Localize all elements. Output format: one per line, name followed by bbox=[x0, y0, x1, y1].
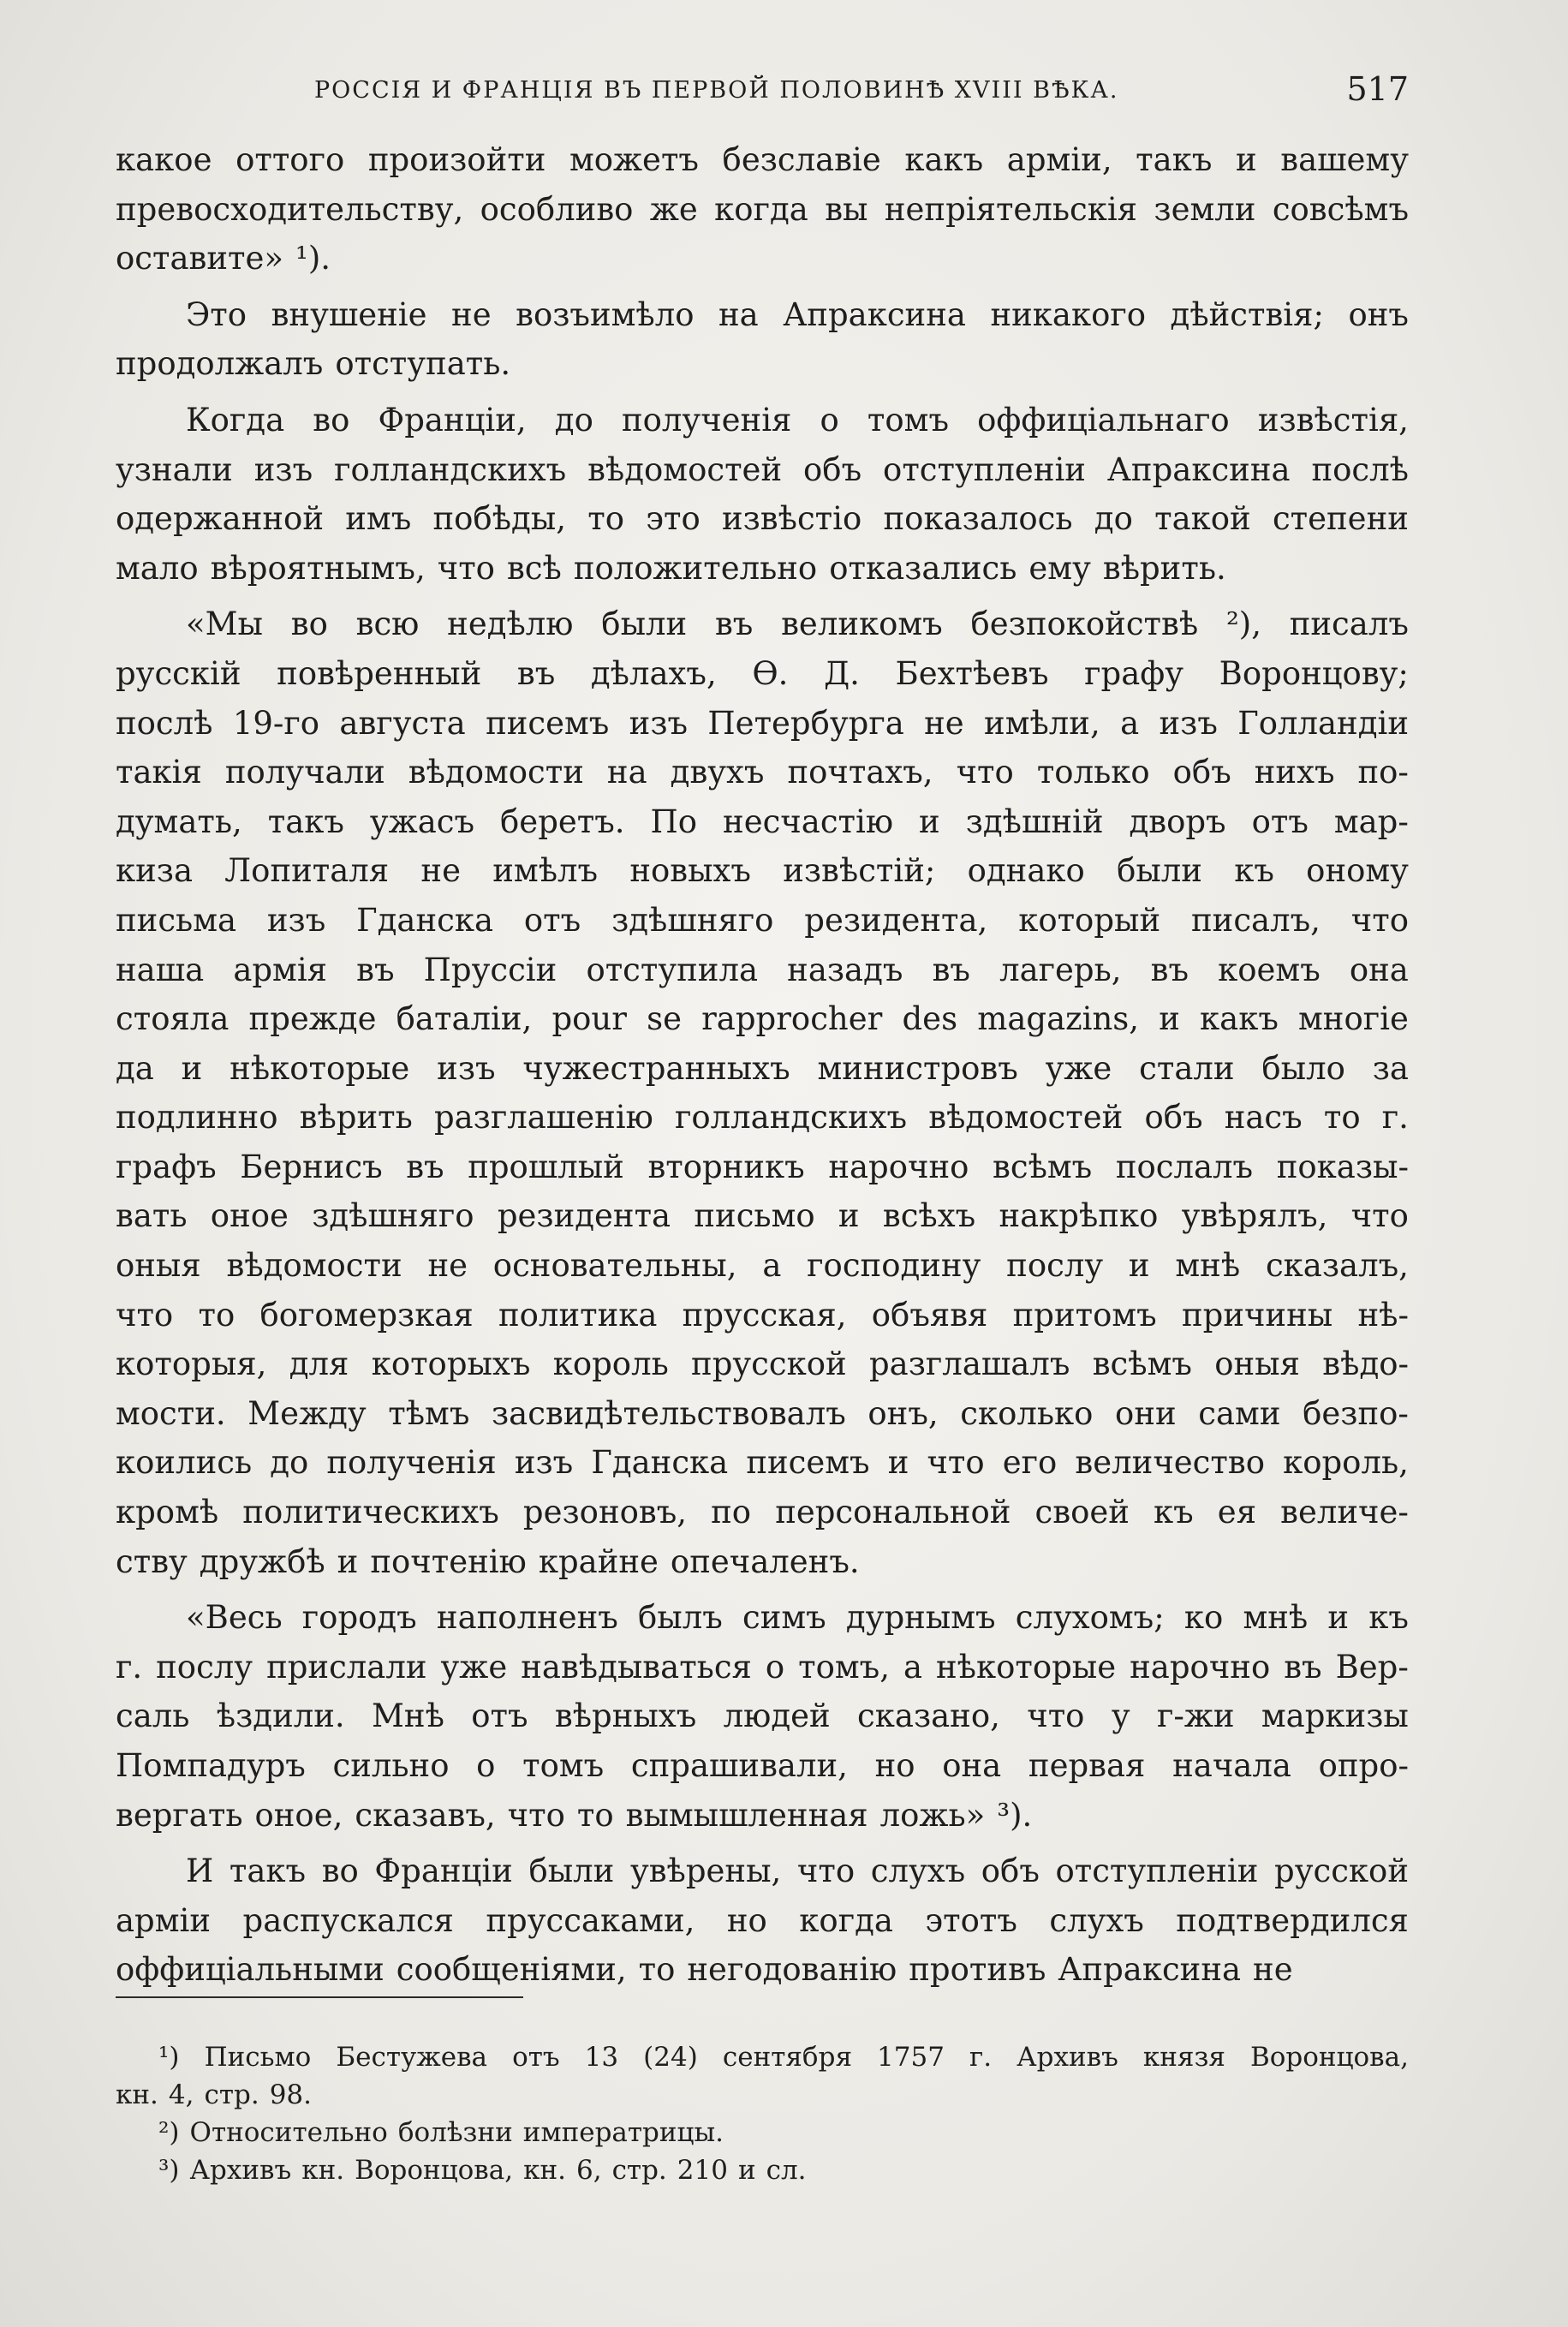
text-line: послѣ 19-го августа писемъ изъ Петербурга не имѣли, а изъ Голландіи bbox=[116, 704, 1409, 742]
footnote-line: ³) Архивъ кн. Воронцова, кн. 6, стр. 210 и сл. bbox=[158, 2155, 807, 2186]
footnote bbox=[116, 2114, 1409, 2151]
text-line: подлинно вѣрить разглашенію голландскихъ вѣдомостей объ насъ то г. bbox=[116, 1099, 1409, 1137]
text-line: вергать оное, сказавъ, что то вымышленная ложь» ³). bbox=[116, 1796, 1033, 1834]
text-line: арміи распускался пруссаками, но когда этотъ слухъ подтвердился bbox=[116, 1901, 1409, 1939]
text-line: вать оное здѣшняго резидента письмо и всѣхъ накрѣпко увѣрялъ, что bbox=[116, 1197, 1409, 1235]
text-line: г. послу прислали уже навѣдываться о томъ, а нѣкоторые нарочно въ Вер- bbox=[116, 1648, 1409, 1686]
text-line: продолжалъ отступать. bbox=[116, 345, 511, 383]
paragraph bbox=[116, 135, 1409, 283]
text-line: одержанной имъ побѣды, то это извѣстіо показалось до такой степени bbox=[116, 500, 1409, 538]
text-line: ству дружбѣ и почтенію крайне опечаленъ. bbox=[116, 1542, 860, 1580]
text-line: саль ѣздили. Мнѣ отъ вѣрныхъ людей сказано, что у г-жи маркизы bbox=[116, 1698, 1409, 1735]
text-line: стояла прежде баталіи, pour se rapprocher des magazins, и какъ многіе bbox=[116, 1000, 1409, 1038]
text-line: такія получали вѣдомости на двухъ почтахъ, что только объ нихъ по- bbox=[116, 754, 1409, 791]
text-line: киза Лопиталя не имѣлъ новыхъ извѣстій; однако были къ оному bbox=[116, 852, 1409, 890]
text-line: русскій повѣренный въ дѣлахъ, Ѳ. Д. Бехтѣевъ графу Воронцову; bbox=[116, 654, 1409, 692]
text-line: мости. Между тѣмъ засвидѣтельствовалъ онъ, сколько они сами безпо- bbox=[116, 1394, 1409, 1432]
footnote-line: ²) Относительно болѣзни императрицы. bbox=[158, 2117, 724, 2148]
paragraph bbox=[116, 290, 1409, 389]
text-line: коились до полученія изъ Гданска писемъ и что его величество король, bbox=[116, 1444, 1409, 1482]
text-line: «Мы во всю недѣлю были въ великомъ безпокойствѣ ²), писалъ bbox=[186, 606, 1409, 643]
text-line: какое оттого произойти можетъ безславіе какъ арміи, такъ и вашему bbox=[116, 141, 1409, 178]
footnote-line: ¹) Письмо Бестужева отъ 13 (24) сентября 1757 г. Архивъ князя Воронцова, bbox=[158, 2042, 1409, 2073]
text-line: Это внушеніе не возъимѣло на Апраксина никакого дѣйствія; онъ bbox=[186, 295, 1409, 333]
text-line: оныя вѣдомости не основательны, а господину послу и мнѣ сказалъ, bbox=[116, 1247, 1409, 1285]
text-line: Помпадуръ сильно о томъ спрашивали, но она первая начала опро- bbox=[116, 1747, 1409, 1784]
footnote-separator bbox=[116, 1996, 523, 1998]
text-line: оффиціальными сообщеніями, то негодованію противъ Апраксина не bbox=[116, 1951, 1293, 1989]
footnote bbox=[116, 2151, 1409, 2189]
text-line: Когда во Франціи, до полученія о томъ оффиціальнаго извѣстія, bbox=[186, 401, 1409, 439]
footnotes bbox=[116, 2038, 1409, 2189]
text-line: кромѣ политическихъ резоновъ, по персональной своей къ ея величе- bbox=[116, 1494, 1409, 1531]
paragraph bbox=[116, 396, 1409, 593]
text-line: письма изъ Гданска отъ здѣшняго резидента, который писалъ, что bbox=[116, 901, 1409, 939]
text-line: графъ Бернисъ въ прошлый вторникъ нарочно всѣмъ послалъ показы- bbox=[116, 1148, 1409, 1185]
paragraph bbox=[116, 600, 1409, 1586]
text-line: мало вѣроятнымъ, что всѣ положительно отказались ему вѣрить. bbox=[116, 549, 1226, 587]
text-line: И такъ во Франціи были увѣрены, что слухъ объ отступленіи русской bbox=[186, 1853, 1409, 1890]
paragraph bbox=[116, 1593, 1409, 1840]
text-line: превосходительству, особливо же когда вы непріятельскія земли совсѣмъ bbox=[116, 190, 1409, 228]
main-text bbox=[116, 135, 1409, 2002]
text-line: оставите» ¹). bbox=[116, 240, 331, 277]
footnote bbox=[116, 2038, 1409, 2114]
page-number: 517 bbox=[1346, 70, 1409, 108]
text-line: «Весь городъ наполненъ былъ симъ дурнымъ слухомъ; ко мнѣ и къ bbox=[186, 1599, 1409, 1637]
text-line: узнали изъ голландскихъ вѣдомостей объ отступленіи Апраксина послѣ bbox=[116, 450, 1409, 488]
text-line: которыя, для которыхъ король прусской разглашалъ всѣмъ оныя вѣдо- bbox=[116, 1345, 1409, 1383]
running-title: РОССІЯ И ФРАНЦІЯ ВЪ ПЕРВОЙ ПОЛОВИНѢ XVIII ВѢКА. bbox=[314, 77, 1119, 104]
page-header bbox=[116, 69, 1409, 116]
text-line: что то богомерзкая политика прусская, объявя притомъ причины нѣ- bbox=[116, 1296, 1409, 1334]
text-line: да и нѣкоторые изъ чужестранныхъ министровъ уже стали было за bbox=[116, 1049, 1409, 1087]
text-line: думать, такъ ужасъ беретъ. По несчастію и здѣшній дворъ отъ мар- bbox=[116, 803, 1409, 840]
footnote-line: кн. 4, стр. 98. bbox=[116, 2079, 312, 2110]
paragraph bbox=[116, 1847, 1409, 1995]
text-line: наша армія въ Пруссіи отступила назадъ въ лагерь, въ коемъ она bbox=[116, 951, 1409, 988]
